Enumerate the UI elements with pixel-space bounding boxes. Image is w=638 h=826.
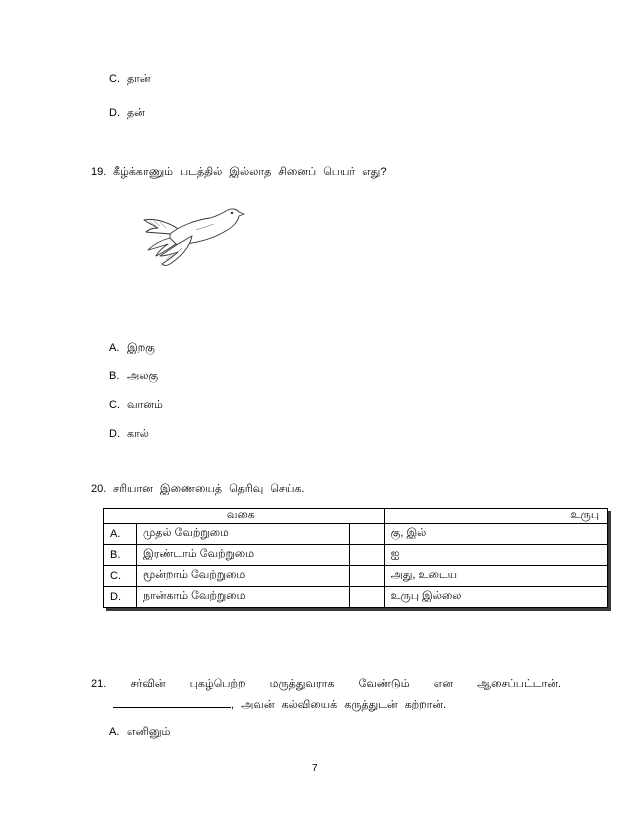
row-letter: B.	[104, 545, 137, 566]
question-word: மருத்துவராக	[269, 678, 335, 690]
option-text: வானம்	[127, 399, 163, 411]
question-word: சர்வின்	[130, 678, 166, 690]
q19-option-b	[109, 370, 158, 384]
header-case-type: வகை	[104, 509, 385, 524]
option-letter: C.	[109, 73, 120, 85]
q19-option-a	[109, 342, 155, 356]
row-gap	[350, 545, 385, 566]
q21-question-line2	[113, 698, 446, 713]
q18-option-d	[109, 107, 145, 121]
table-row	[104, 545, 608, 566]
row-gap	[350, 566, 385, 587]
row-letter: A.	[104, 524, 137, 545]
option-letter: D.	[109, 428, 120, 440]
option-letter: D.	[109, 107, 120, 119]
option-text: எனினும்	[127, 726, 171, 738]
q19-option-d	[109, 428, 149, 442]
question-number: 19.	[91, 166, 107, 178]
row-letter: D.	[104, 587, 137, 608]
q21-question-line1	[91, 678, 561, 692]
table-row	[104, 566, 608, 587]
page-number: 7	[312, 763, 318, 774]
question-number: 20.	[91, 483, 107, 495]
q19-option-c	[109, 399, 163, 413]
row-case: மூன்றாம் வேற்றுமை	[137, 566, 350, 587]
question-text: சரியான இணையைத் தெரிவு செய்க.	[113, 483, 305, 495]
bird-illustration	[140, 200, 255, 272]
question-word: என	[433, 678, 453, 690]
option-text: கால்	[127, 428, 149, 440]
q20-table	[103, 508, 608, 608]
question-number: 21.	[91, 678, 107, 690]
option-text: தன்	[127, 107, 145, 119]
option-text: அலகு	[127, 370, 159, 382]
row-gap	[350, 587, 385, 608]
row-suffix: ஐ	[384, 545, 607, 566]
row-case: இரண்டாம் வேற்றுமை	[137, 545, 350, 566]
question-text: , அவன் கல்வியைக் கருத்துடன் கற்றான்.	[231, 699, 447, 711]
question-word: வேண்டும்	[358, 678, 410, 690]
row-suffix: கு, இல்	[384, 524, 607, 545]
question-word: ஆசைப்பட்டான்.	[477, 678, 561, 690]
row-letter: C.	[104, 566, 137, 587]
question-text: கீழ்க்காணும் படத்தில் இல்லாத சினைப் பெயர் எது?	[113, 166, 387, 178]
q19-question	[91, 166, 386, 180]
answer-blank	[113, 698, 231, 708]
header-suffix: உருபு	[384, 509, 607, 524]
row-suffix: அது, உடைய	[384, 566, 607, 587]
option-text: தான்	[127, 73, 151, 85]
table-row	[104, 524, 608, 545]
row-gap	[350, 524, 385, 545]
q20-question	[91, 483, 304, 497]
table-header-row	[104, 509, 608, 524]
q18-option-c	[109, 73, 151, 87]
row-case: முதல் வேற்றுமை	[137, 524, 350, 545]
option-letter: A.	[109, 342, 120, 354]
question-word: புகழ்பெற்ற	[189, 678, 246, 690]
option-letter: A.	[109, 726, 120, 738]
option-letter: B.	[109, 370, 120, 382]
q21-option-a	[109, 726, 170, 740]
row-suffix: உருபு இல்லை	[384, 587, 607, 608]
table-row	[104, 587, 608, 608]
option-letter: C.	[109, 399, 120, 411]
option-text: இறகு	[127, 342, 155, 354]
row-case: நான்காம் வேற்றுமை	[137, 587, 350, 608]
